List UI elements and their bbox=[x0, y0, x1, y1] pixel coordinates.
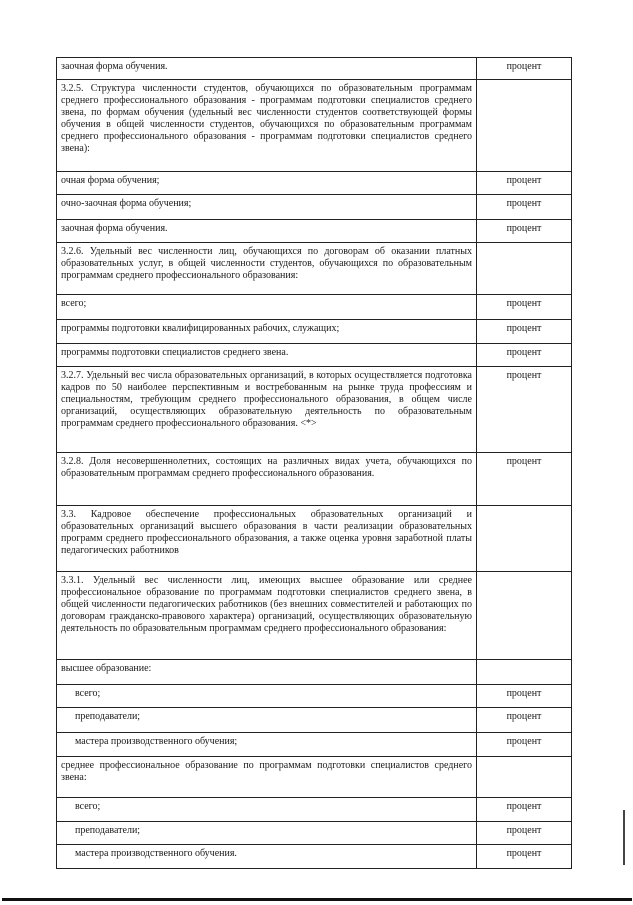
unit-cell: процент bbox=[477, 367, 572, 453]
unit-cell: процент bbox=[477, 798, 572, 822]
indicator-text: очная форма обучения; bbox=[57, 172, 477, 195]
unit-cell: процент bbox=[477, 220, 572, 243]
unit-cell: процент bbox=[477, 344, 572, 367]
table-row bbox=[57, 733, 572, 757]
unit-cell bbox=[477, 757, 572, 798]
unit-cell: процент bbox=[477, 685, 572, 708]
table-row bbox=[57, 708, 572, 733]
indicator-text: 3.3.1. Удельный вес численности лиц, имеющих высшее образование или среднее профессиональное образование по программам подготовки специалистов среднего звена, в общей численности педагогических работников (без внешних совместителей и работающих по договорам гражданско-правового характера) организаций, осуществляющих образовательную деятельность по образовательным программам среднего профессионального образования: bbox=[57, 572, 477, 660]
indicators-table bbox=[56, 57, 572, 869]
table-row bbox=[57, 506, 572, 572]
unit-cell: процент bbox=[477, 295, 572, 320]
table-row bbox=[57, 80, 572, 172]
table-row bbox=[57, 344, 572, 367]
table-row bbox=[57, 220, 572, 243]
table-row bbox=[57, 195, 572, 220]
table-row bbox=[57, 295, 572, 320]
side-margin-mark bbox=[623, 810, 625, 865]
table-row bbox=[57, 798, 572, 822]
indicator-text: среднее профессиональное образование по программам подготовки специалистов среднего звена: bbox=[57, 757, 477, 798]
unit-cell bbox=[477, 660, 572, 685]
indicator-text: очно-заочная форма обучения; bbox=[57, 195, 477, 220]
indicator-text: 3.2.8. Доля несовершеннолетних, состоящих на различных видах учета, обучающихся по образовательным программам среднего профессионального образования. bbox=[57, 453, 477, 506]
unit-cell: процент bbox=[477, 172, 572, 195]
unit-cell: процент bbox=[477, 733, 572, 757]
indicator-text: 3.2.5. Структура численности студентов, обучающихся по образовательным программам среднего профессионального образования - программам подготовки специалистов среднего звена, по формам обучения (удельный вес численности студентов соответствующей формы обучения в общей численности студентов, обучающихся по образовательным программам среднего профессионального образования - программам подготовки специалистов среднего звена): bbox=[57, 80, 477, 172]
unit-cell bbox=[477, 243, 572, 295]
indicator-text: всего; bbox=[57, 798, 477, 822]
indicator-text: заочная форма обучения. bbox=[57, 58, 477, 80]
indicator-text: 3.3. Кадровое обеспечение профессиональных образовательных организаций и образовательных организаций высшего образования в части реализации образовательных программ среднего профессионального образования, а также оценка уровня заработной платы педагогических работников bbox=[57, 506, 477, 572]
table-row bbox=[57, 453, 572, 506]
unit-cell: процент bbox=[477, 58, 572, 80]
indicator-text: программы подготовки квалифицированных рабочих, служащих; bbox=[57, 320, 477, 344]
table-row bbox=[57, 243, 572, 295]
unit-cell bbox=[477, 80, 572, 172]
indicator-text: всего; bbox=[57, 685, 477, 708]
table-row bbox=[57, 172, 572, 195]
table-row bbox=[57, 572, 572, 660]
table-row bbox=[57, 757, 572, 798]
indicator-text: высшее образование: bbox=[57, 660, 477, 685]
unit-cell: процент bbox=[477, 708, 572, 733]
indicators-table-body bbox=[57, 58, 572, 869]
unit-cell: процент bbox=[477, 822, 572, 845]
table-row bbox=[57, 822, 572, 845]
unit-cell: процент bbox=[477, 195, 572, 220]
indicator-text: 3.2.6. Удельный вес численности лиц, обучающихся по договорам об оказании платных образовательных услуг, в общей численности студентов, обучающихся по образовательным программам среднего профессионального образования: bbox=[57, 243, 477, 295]
table-row bbox=[57, 367, 572, 453]
bottom-rule bbox=[2, 898, 632, 901]
indicator-text: преподаватели; bbox=[57, 708, 477, 733]
table-row bbox=[57, 685, 572, 708]
unit-cell bbox=[477, 572, 572, 660]
indicator-text: программы подготовки специалистов среднего звена. bbox=[57, 344, 477, 367]
unit-cell bbox=[477, 506, 572, 572]
indicator-text: 3.2.7. Удельный вес числа образовательных организаций, в которых осуществляется подготовка кадров по 50 наиболее перспективным и востребованным на рынке труда профессиям и специальностям, требующим среднего профессионального образования, в общем числе организаций, осуществляющих образовательную деятельность по образовательным программам среднего профессионального образования. <*> bbox=[57, 367, 477, 453]
table-row bbox=[57, 660, 572, 685]
unit-cell: процент bbox=[477, 453, 572, 506]
indicator-text: заочная форма обучения. bbox=[57, 220, 477, 243]
table-row bbox=[57, 58, 572, 80]
unit-cell: процент bbox=[477, 320, 572, 344]
indicator-text: мастера производственного обучения; bbox=[57, 733, 477, 757]
indicator-text: мастера производственного обучения. bbox=[57, 845, 477, 869]
indicator-text: преподаватели; bbox=[57, 822, 477, 845]
unit-cell: процент bbox=[477, 845, 572, 869]
table-row bbox=[57, 320, 572, 344]
table-row bbox=[57, 845, 572, 869]
indicator-text: всего; bbox=[57, 295, 477, 320]
